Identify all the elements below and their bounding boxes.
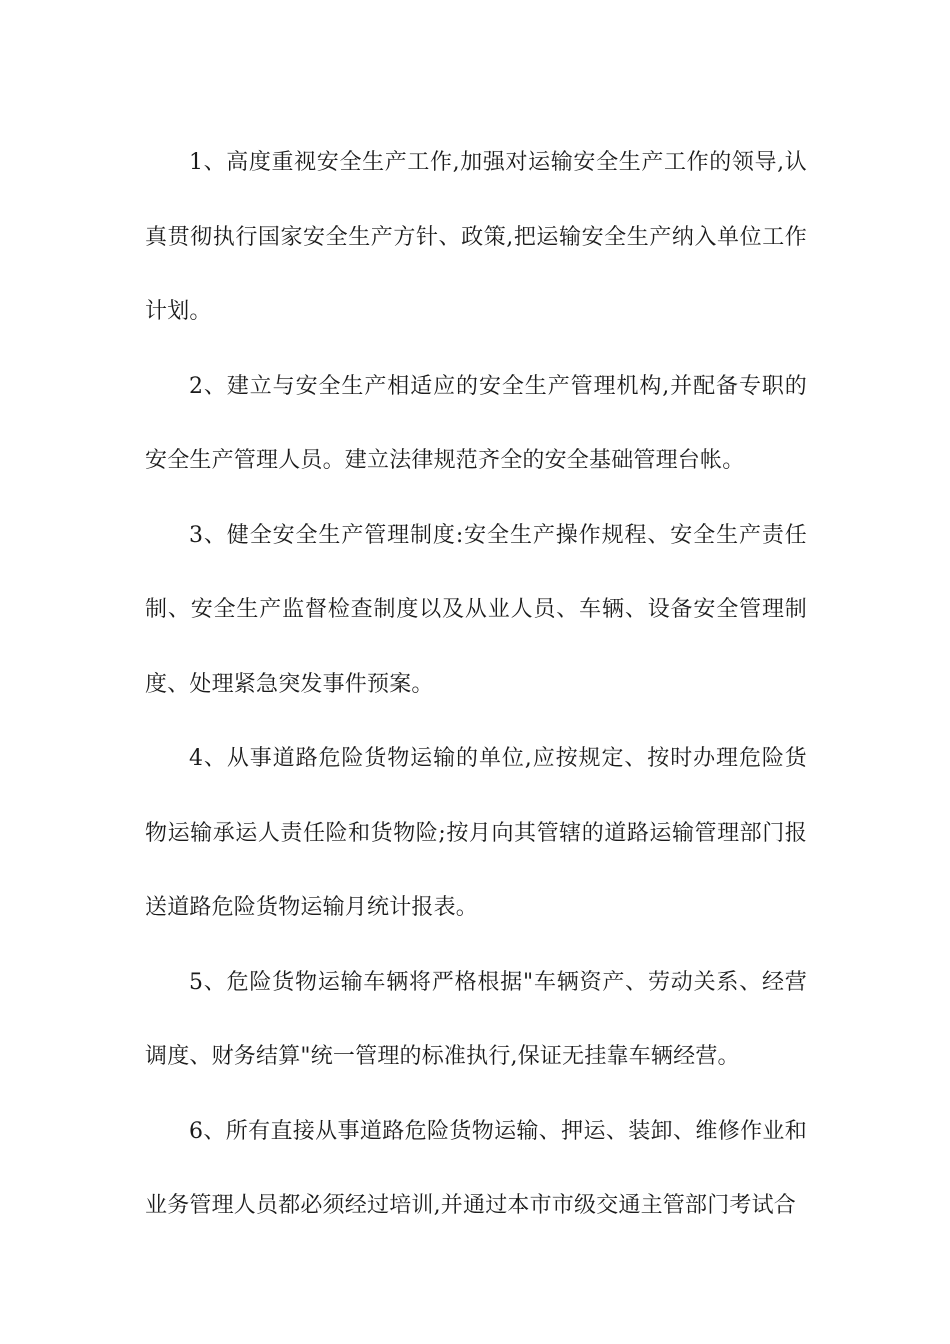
paragraph-4: 4、从事道路危险货物运输的单位,应按规定、按时办理危险货物运输承运人责任险和货物险;按月向其管辖的道路运输管理部门报送道路危险货物运输月统计报表。 [145, 746, 807, 920]
paragraph-1: 1、高度重视安全生产工作,加强对运输安全生产工作的领导,认真贯彻执行国家安全生产方针、政策,把运输安全生产纳入单位工作计划。 [145, 150, 807, 324]
document-body [145, 126, 807, 1244]
paragraph-3: 3、健全安全生产管理制度:安全生产操作规程、安全生产责任制、安全生产监督检查制度以及从业人员、车辆、设备安全管理制度、处理紧急突发事件预案。 [145, 522, 807, 697]
paragraph-6: 6、所有直接从事道路危险货物运输、押运、装卸、维修作业和业务管理人员都必须经过培训,并通过本市市级交通主管部门考试合 [145, 1118, 807, 1218]
paragraph-5: 5、危险货物运输车辆将严格根据"车辆资产、劳动关系、经营调度、财务结算"统一管理的标准执行,保证无挂靠车辆经营。 [145, 969, 807, 1069]
paragraph-2: 2、建立与安全生产相适应的安全生产管理机构,并配备专职的安全生产管理人员。建立法律规范齐全的安全基础管理台帐。 [145, 373, 807, 473]
